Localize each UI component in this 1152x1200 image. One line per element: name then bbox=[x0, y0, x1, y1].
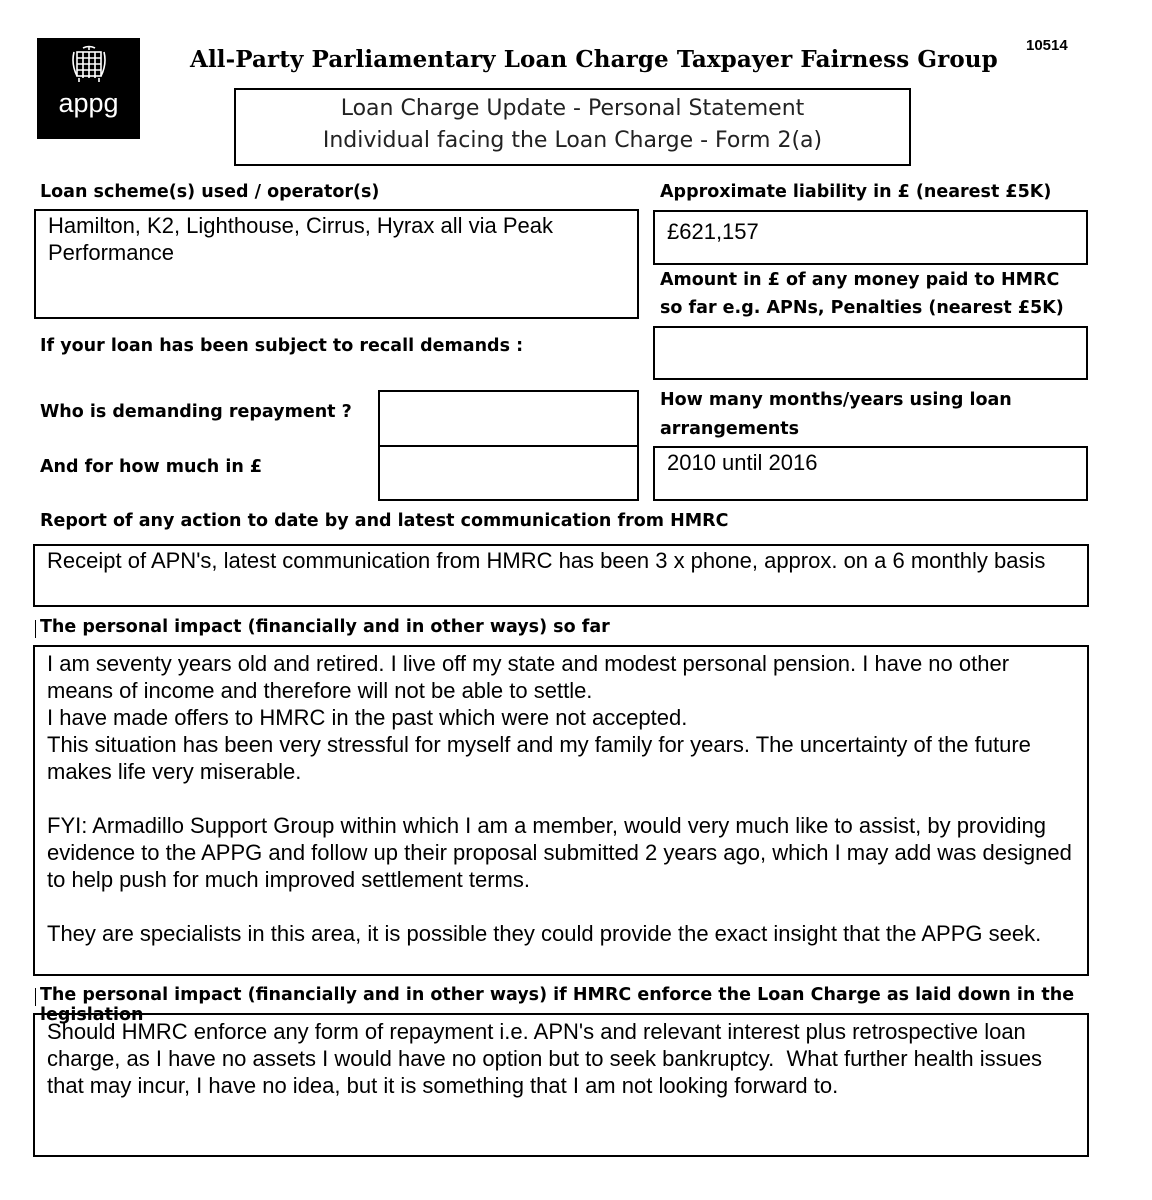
form-title-line2: Individual facing the Loan Charge - Form 2(a) bbox=[322, 128, 823, 153]
impact-so-far-label: The personal impact (financially and in other ways) so far bbox=[40, 617, 610, 637]
group-title: All-Party Parliamentary Loan Charge Taxpayer Fairness Group bbox=[190, 46, 998, 73]
paid-label-line1: Amount in £ of any money paid to HMRC bbox=[660, 270, 1060, 290]
loan-schemes-field[interactable]: Hamilton, K2, Lighthouse, Cirrus, Hyrax all via Peak Performance bbox=[34, 209, 639, 319]
appg-logo bbox=[37, 38, 140, 139]
impact-so-far-field[interactable]: I am seventy years old and retired. I live off my state and modest personal pension. I have no other means of income and therefore will not be able to settle. I have made offers to HMRC in the past which were not accepted. This situation has been very stressful for myself and my family for years. The uncertainty of the future makes life very miserable. FYI: Armadillo Support Group within which I am a member, would very much like to assist, by providing evidence to the APPG and follow up their proposal submitted 2 years ago, which I may add was designed to help push for much improved settlement terms. They are specialists in this area, it is possible they could provide the exact insight that the APPG seek. bbox=[33, 645, 1089, 976]
recall-label: If your loan has been subject to recall demands : bbox=[40, 336, 524, 356]
form-title-line1: Loan Charge Update - Personal Statement bbox=[340, 96, 805, 121]
how-much-field[interactable] bbox=[378, 445, 639, 501]
liability-label: Approximate liability in £ (nearest £5K) bbox=[660, 182, 1052, 202]
who-label: Who is demanding repayment ? bbox=[40, 402, 352, 422]
report-label: Report of any action to date by and latest communication from HMRC bbox=[40, 511, 729, 531]
how-much-label: And for how much in £ bbox=[40, 457, 263, 477]
loan-schemes-label: Loan scheme(s) used / operator(s) bbox=[40, 182, 380, 202]
form-title-box bbox=[234, 88, 911, 166]
liability-field[interactable]: £621,157 bbox=[653, 210, 1088, 265]
duration-field[interactable]: 2010 until 2016 bbox=[653, 446, 1088, 501]
portcullis-icon bbox=[71, 44, 107, 84]
paid-label-line2: so far e.g. APNs, Penalties (nearest £5K) bbox=[660, 298, 1064, 318]
impact-enforce-field[interactable]: Should HMRC enforce any form of repayment i.e. APN's and relevant interest plus retrospective loan charge, as I have no assets I would have no option but to seek bankruptcy. What further health issues that may incur, I have no idea, but it is something that I am not looking forward to. bbox=[33, 1013, 1089, 1157]
paid-field[interactable] bbox=[653, 326, 1088, 380]
duration-label-line2: arrangements bbox=[660, 419, 800, 439]
report-field[interactable]: Receipt of APN's, latest communication from HMRC has been 3 x phone, approx. on a 6 monthly basis bbox=[33, 544, 1089, 607]
who-field[interactable] bbox=[378, 390, 639, 447]
duration-label-line1: How many months/years using loan bbox=[660, 390, 1012, 410]
logo-text: appg bbox=[58, 88, 119, 118]
impact-enforce-label: The personal impact (financially and in other ways) if HMRC enforce the Loan Charge as laid down in the legislation bbox=[40, 985, 1152, 1025]
form-id: 10514 bbox=[1026, 37, 1068, 54]
